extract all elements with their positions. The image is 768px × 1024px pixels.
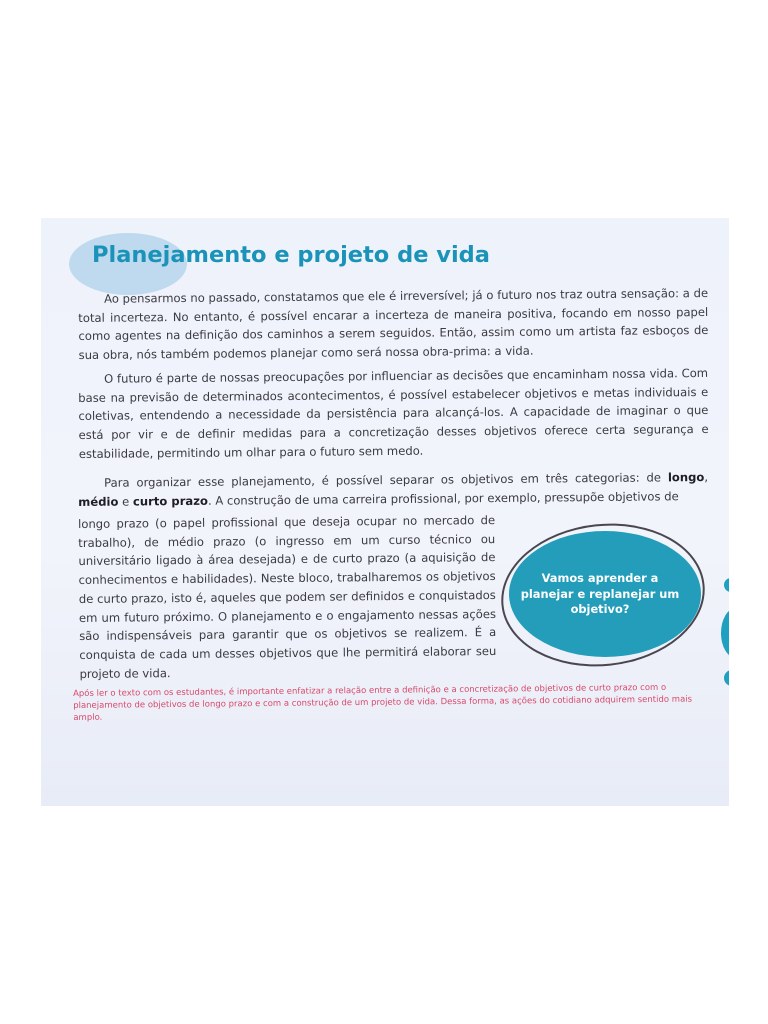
term-medium: médio <box>78 494 119 509</box>
edge-decoration <box>724 578 729 592</box>
paragraph-1: Ao pensarmos no passado, constatamos que ele é irreversível; já o futuro nos traz outra sensação: a de total incerteza. No entanto, é possível encarar a incerteza de maneira positiva, focando em nosso papel como agentes na definição dos caminhos a serem seguidos. Então, assim como um artista faz esboços de sua obra, nós também podemos planejar como será nossa obra-prima: a vida. <box>78 285 709 363</box>
textbook-page <box>41 218 729 806</box>
edge-decoration <box>724 670 729 686</box>
teacher-note: Após ler o texto com os estudantes, é importante enfatizar a relação entre a definição e a concretização de objetivos de curto prazo com o planejamento de objetivos de longo prazo e com a construção de um projeto de vida. Dessa forma, as ações do cotidiano adquirem sentido mais amplo. <box>73 682 693 723</box>
comma: , <box>704 469 709 484</box>
paragraph-3 <box>78 468 708 511</box>
callout-text: Vamos aprender a planejar e replanejar um objetivo? <box>520 571 680 616</box>
paragraph-4: longo prazo (o papel profissional que deseja ocupar no mercado de trabalho), de médio prazo (o ingresso em um curso técnico ou universitário ligado à área desejada) e de curto prazo (a aquisição de conhecimentos e habilidades). Neste bloco, trabalharemos os objetivos de curto prazo, isto é, aqueles que podem ser definidos e conquistados em um futuro próximo. O planejamento e o engajamento nessas ações são indispensáveis para garantir que os objetivos se realizem. É a conquista de cada um desses objetivos que lhe permitirá elaborar seu projeto de vida. <box>78 512 497 681</box>
conjunction: e <box>118 494 134 509</box>
term-short: curto prazo <box>132 493 208 509</box>
paragraph-3-intro: Para organizar esse planejamento, é possível separar os objetivos em três categorias: de <box>104 470 668 490</box>
term-long: longo <box>667 469 705 485</box>
page-title: Planejamento e projeto de vida <box>92 242 490 268</box>
edge-decoration <box>721 608 729 658</box>
paragraph-3-rest: . A construção de uma carreira profissional, por exemplo, pressupõe objetivos de <box>207 488 679 508</box>
paragraph-2: O futuro é parte de nossas preocupações por influenciar as decisões que encaminham nossa vida. Com base na previsão de determinados acontecimentos, é possível estabelecer objetivos e metas individuais e coletivas, entendendo a necessidade da persistência para alcançá-los. A capacidade de imaginar o que está por vir e de definir medidas para a concretização desses objetivos oferece certa segurança e estabilidade, permitindo um olhar para o futuro sem medo. <box>78 365 709 461</box>
